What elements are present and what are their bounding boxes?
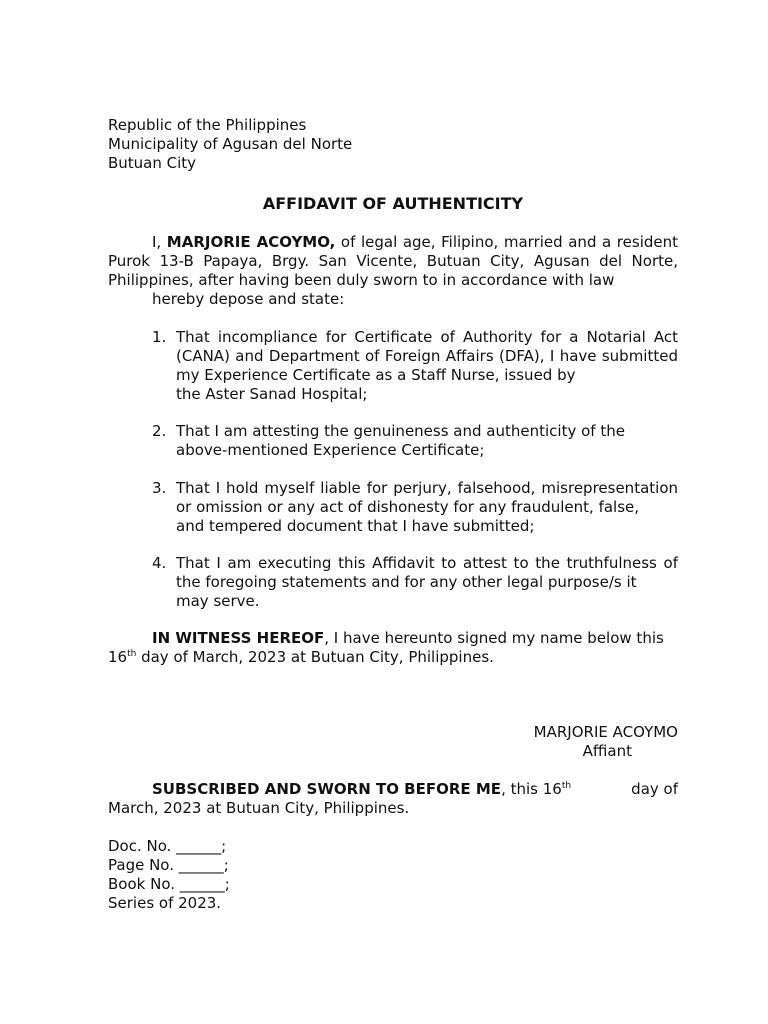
list-item-number: 4. [152,554,167,572]
witness-day-suffix: th [127,649,137,659]
header-municipality: Municipality of Agusan del Norte [108,135,353,153]
jurat-first-line [108,780,678,799]
affiant-name: MARJORIE ACOYMO [533,723,678,741]
list-item [152,328,678,404]
signature-block [108,723,678,761]
list-item-number: 1. [152,328,167,346]
witness-text: , I have hereunto signed my name below this [324,629,664,647]
jurat-day-suffix: th [561,781,572,791]
affiant-label: Affiant [582,742,632,760]
doc-no: Doc. No. ______; [108,837,227,855]
book-no: Book No. ______; [108,875,230,893]
witness-second-line [108,648,678,667]
series: Series of 2023. [108,894,222,912]
list-item-last-line: the Aster Sanad Hospital; [176,385,368,403]
intro-last-line: hereby depose and state: [152,290,345,308]
list-item-last-line: above-mentioned Experience Certificate; [176,441,485,459]
notarial-register [108,837,678,913]
list-item-text: That I am executing this Affidavit to attest to the truthfulness of the foregoing statements and for any other legal purpose/s it [176,554,678,591]
list-item-text: That I am attesting the genuineness and authenticity of the [176,422,625,440]
witness-rest: day of March, 2023 at Butuan City, Philippines. [136,648,494,666]
jurat-text-start [108,780,571,799]
list-item [152,422,678,460]
jurat-text-end: day of [631,780,678,798]
list-item-text: That I hold myself liable for perjury, falsehood, misrepresentation or omission or any act of dishonesty for any fraudulent, false, [176,479,678,516]
page-no: Page No. ______; [108,856,229,874]
jurat-text: , this 16 [501,780,562,798]
list-item-text: That incompliance for Certificate of Authority for a Notarial Act (CANA) and Department of Foreign Affairs (DFA), I have submitted my Experience Certificate as a Staff Nurse, issued by [176,328,678,384]
witness-paragraph [108,629,678,667]
affiant-name-inline: MARJORIE ACOYMO, [166,233,336,251]
header-city: Butuan City [108,154,197,172]
witness-first-line [108,629,678,648]
intro-prefix: I, [152,233,167,251]
intro-text: of legal age, Filipino, married and a resident Purok 13-B Papaya, Brgy. San Vicente, Butuan City, Agusan del Norte, Philippines, after having been duly sworn to in accordance with law [108,233,678,289]
jurat-heading: SUBSCRIBED AND SWORN TO BEFORE ME [152,780,502,798]
witness-day: 16 [108,648,128,666]
header-country: Republic of the Philippines [108,116,307,134]
jurat-paragraph [108,780,678,818]
list-item [152,479,678,536]
intro-paragraph [108,233,678,309]
witness-heading: IN WITNESS HEREOF [152,629,325,647]
list-item [152,554,678,611]
document-header [108,116,678,173]
list-item-number: 3. [152,479,167,497]
list-item-last-line: may serve. [176,592,260,610]
list-item-number: 2. [152,422,167,440]
list-item-last-line: and tempered document that I have submitted; [176,517,535,535]
document-title: AFFIDAVIT OF AUTHENTICITY [262,194,524,213]
jurat-last-line: March, 2023 at Butuan City, Philippines. [108,799,410,817]
